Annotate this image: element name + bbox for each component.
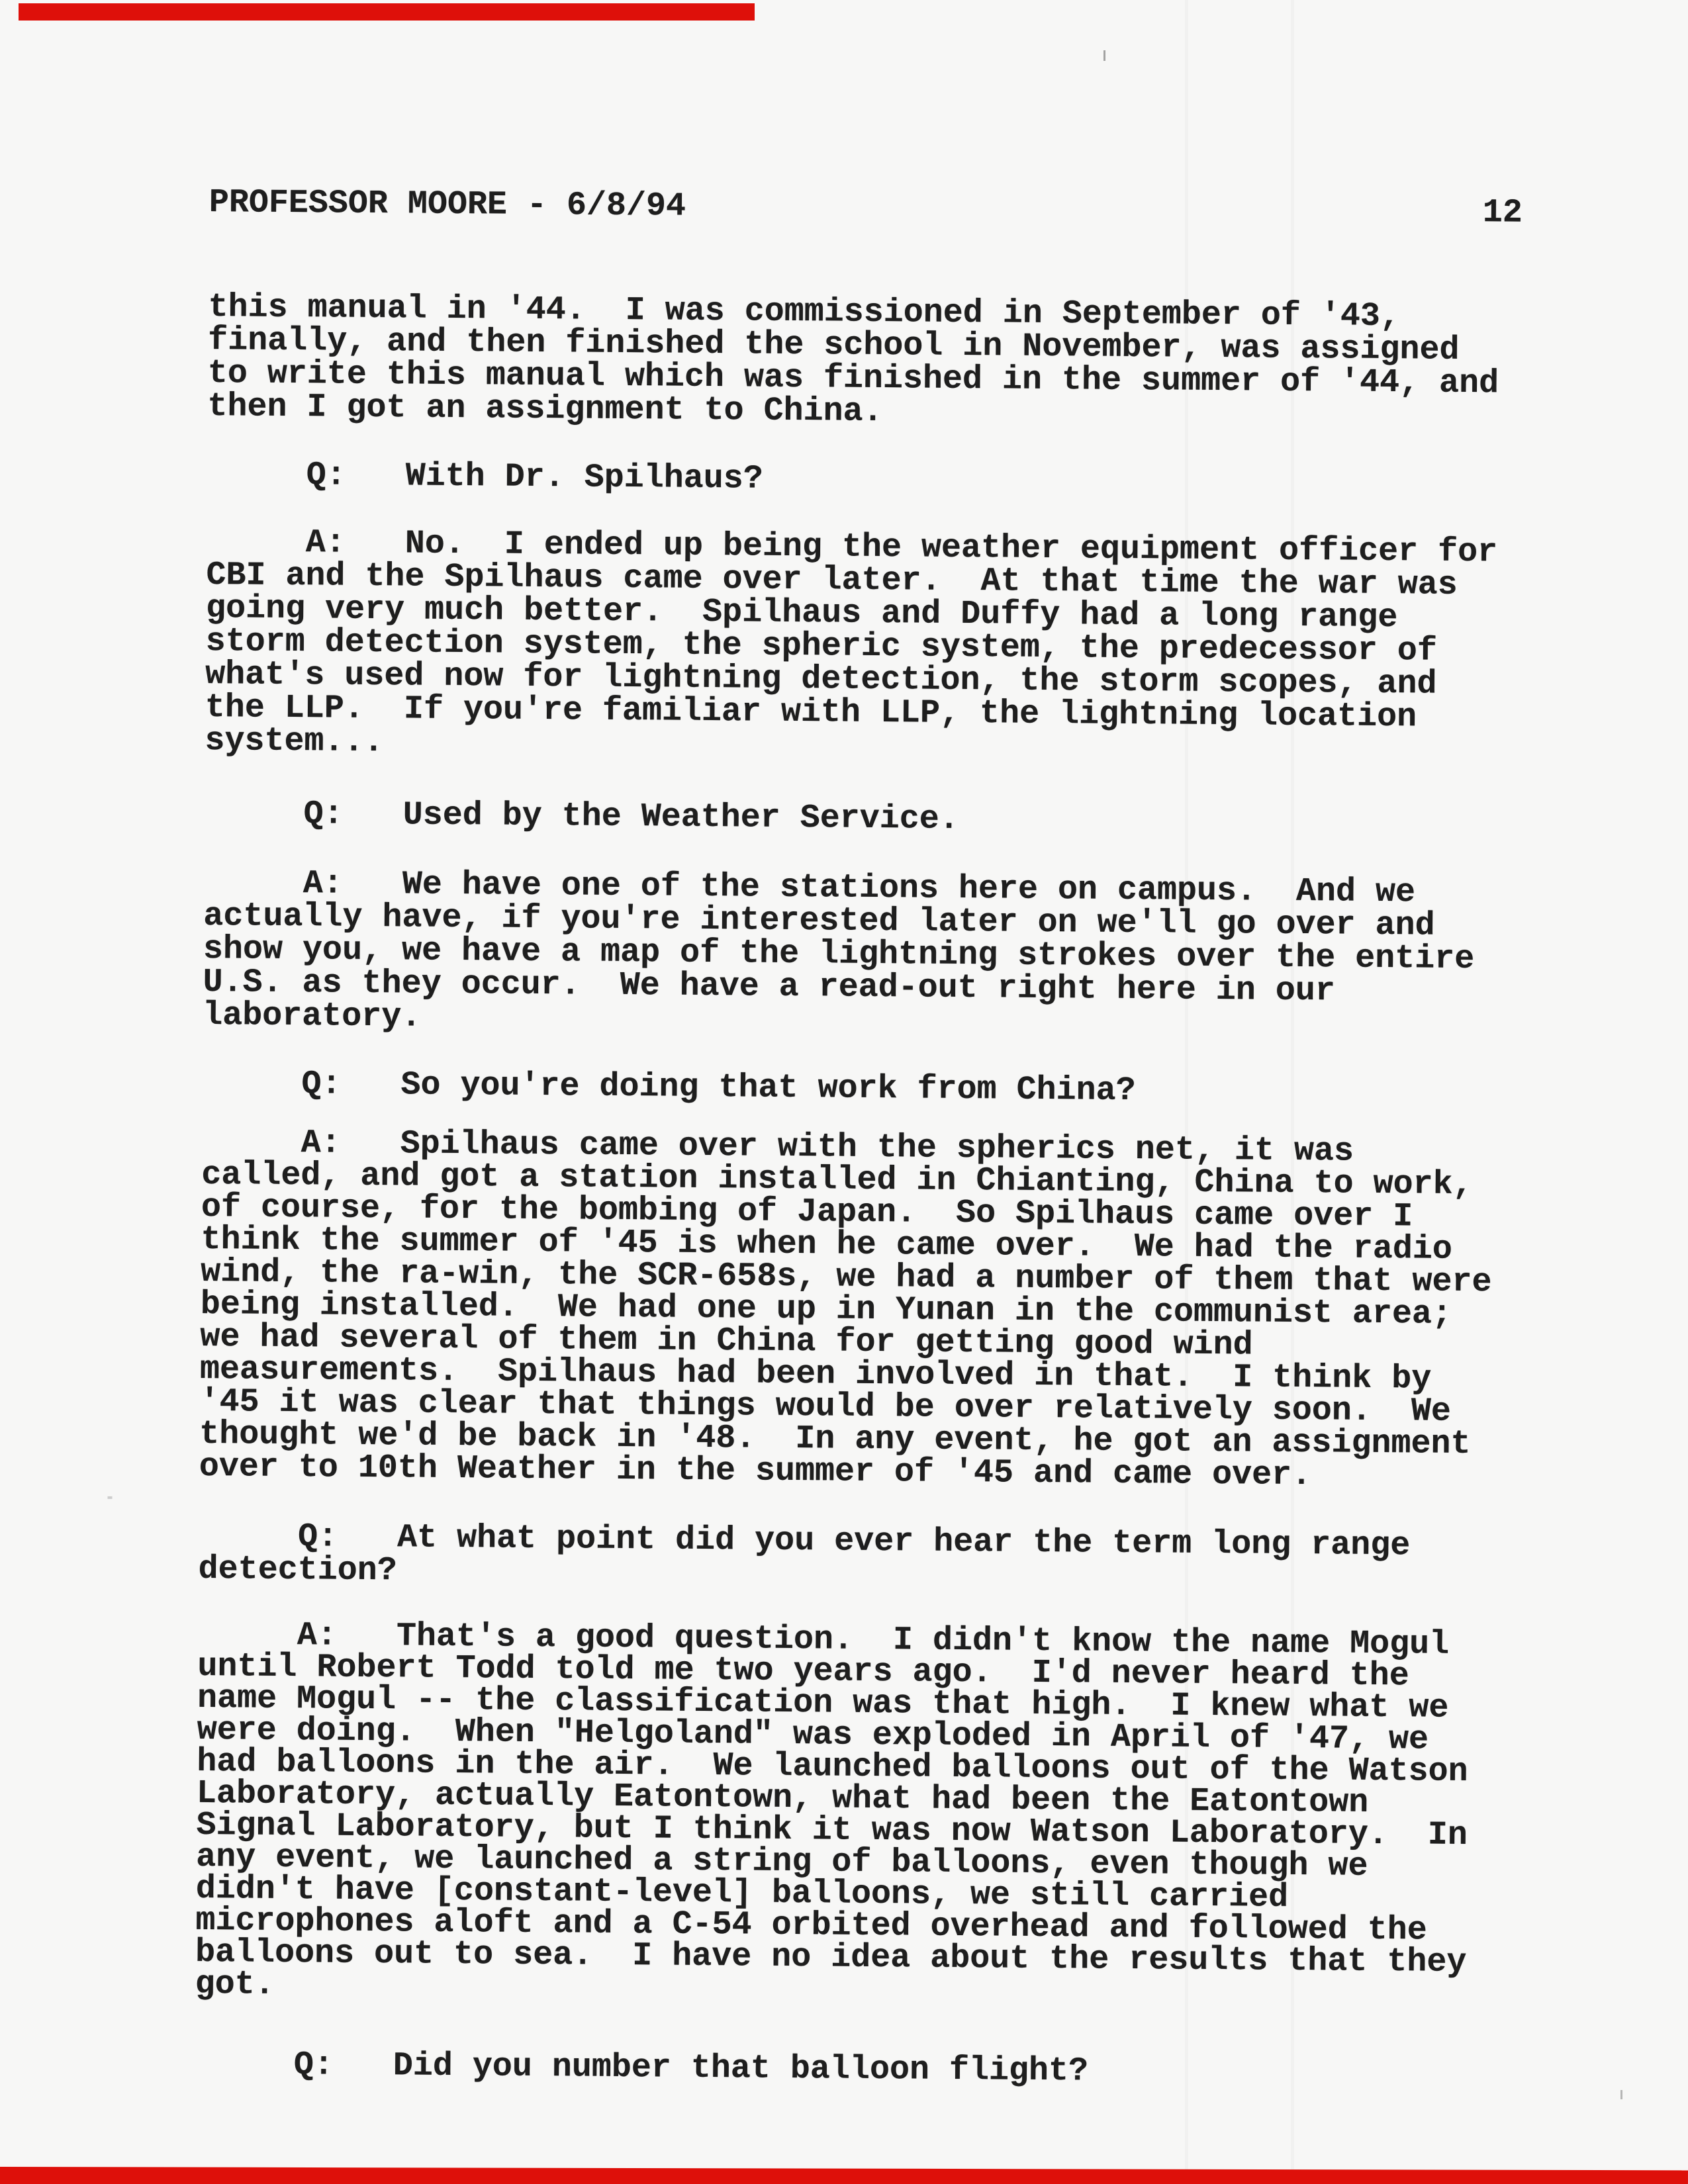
- photocopy-speck: [1103, 50, 1105, 61]
- answer-paragraph: A: We have one of the stations here on campus. And we actually have, if you're interested later on we'll go over and show you, we have a map of the lightning strokes over the entire U.S. as they occur. We have a read-out right here in our laboratory.: [203, 864, 1475, 1036]
- question-line: Q: With Dr. Spilhaus?: [207, 455, 763, 498]
- question-line: Q: At what point did you ever hear the term long range detection?: [198, 1517, 1411, 1590]
- page-number: 12: [1482, 194, 1523, 232]
- question-line: Q: So you're doing that work from China?: [202, 1064, 1136, 1111]
- answer-paragraph: A: Spilhaus came over with the spherics net, it was called, and got a station installed in Chianting, China to work, of course, for the bombing of Japan. So Spilhaus came over I think the summer of '45 is when he came over. We had the radio wind, the ra-win, the SCR-658s, we had a number of them that were being installed. We had one up in Yunan in the communist area; we had several of them in China for getting good wind measurements. Spilhaus had been involved in that. I think by '45 it was clear that things would be over relatively soon. We thought we'd be back in '48. In any event, he got an assignment over to 10th Weather in the summer of '45 and came over.: [199, 1123, 1492, 1495]
- paragraph-answer-continuation: this manual in '44. I was commissioned in September of '43, finally, and then finished the school in November, was assigned to write this manual which was finished in the summer of '44, and then I got an assignment to China.: [207, 288, 1499, 432]
- photocopy-speck: [1620, 2090, 1622, 2099]
- film-edge-bar-top: [19, 3, 755, 21]
- photocopy-speck: [107, 1496, 112, 1499]
- answer-paragraph: A: That's a good question. I didn't know the name Mogul until Robert Todd told me two years ago. I'd never heard the name Mogul -- the classification was that high. I knew what we were doing. When "Helgoland" was exploded in April of '47, we had balloons in the air. We launched balloons out of the Watson Laboratory, actually Eatontown, what had been the Eatontown Signal Laboratory, but I think it was now Watson Laboratory. In any event, we launched a string of balloons, even though we didn't have [constant-level] balloons, we still carried microphones aloft and a C-54 orbited overhead and followed the balloons out to sea. I have no idea about the results that they got.: [195, 1615, 1468, 2004]
- question-line: Q: Did you number that balloon flight?: [194, 2045, 1089, 2091]
- film-edge-bar-bottom: [0, 2167, 1688, 2184]
- answer-paragraph: A: No. I ended up being the weather equipment officer for CBI and the Spilhaus came over later. At that time the war was going very much better. Spilhaus and Duffy had a long range storm detection system, the spheric system, the predecessor of what's used now for lightning detection, the storm scopes, and the LLP. If you're familiar with LLP, the lightning location system...: [205, 523, 1498, 762]
- document-title: PROFESSOR MOORE - 6/8/94: [209, 184, 686, 226]
- question-line: Q: Used by the Weather Service.: [204, 794, 959, 839]
